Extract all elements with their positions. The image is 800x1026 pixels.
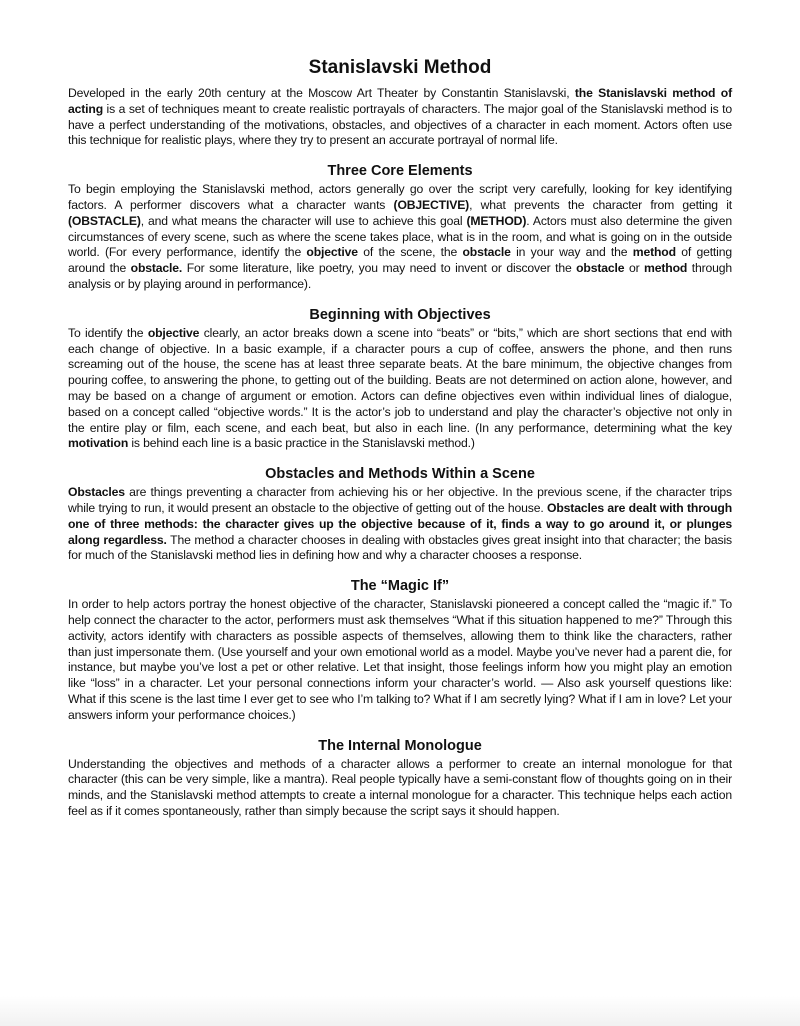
section [68,737,732,820]
bold-text: (OBJECTIVE) [393,197,470,212]
bold-text: objective [147,325,200,340]
section [68,306,732,452]
bold-text: Obstacles are dealt with through one of three methods: the character gives up the objective because of it, finds a way to go around it, or plunges along regardless. [68,500,732,547]
bold-text: obstacle. [130,261,183,276]
text: Developed in the early 20th century at the Moscow Art Theater by Constantin Stanislavski, [68,86,575,100]
text: , what prevents the character from getting it [469,197,732,212]
bold-text: motivation [68,436,129,451]
text: in your way and the [510,245,633,260]
text: is a set of techniques meant to create realistic portrayals of characters. The major goal of the Stanislavski method is to have a perfect understanding of the motivations, obstacles, and objectives of a character in each moment. Actors often use this technique for realistic plays, where they try to present an accurate portrayal of normal life. [68,101,732,148]
text: . Actors must also determine the given circumstances of every scene, such as where the scene takes place, what is in the room, and what is going on in the outside world. (For every performance, identify the [68,213,732,260]
section-heading: Obstacles and Methods Within a Scene [265,466,535,483]
bold-text: (OBSTACLE) [68,213,141,228]
text: To begin employing the Stanislavski method, actors generally go over the script very carefully, looking for key identifying factors. A performer discovers what a character wants [68,182,732,212]
bold-text: method [644,261,688,276]
bold-text: objective [306,245,358,260]
text: clearly, an actor breaks down a scene into “beats” or “bits,” which are short sections that end with each change of objective. In a basic example, if a character pours a cup of coffee, answers the phone, and then runs screaming out of the house, the scene has at least three separate beats. At the bare minimum, the objective changes from pouring coffee, to answering the phone, to getting out of the building. Beats are not determined on action alone, however, and may be based on a change of argument or emotion. Actors can define objectives even within individual lines of dialogue, based on a concept called “objective words.” It is the actor’s job to understand and play the character’s objective not only in the entire play or film, each scene, and each beat, but also in each line. (In any performance, determining what the key [68,325,732,435]
bold-text: (METHOD) [466,213,527,228]
section-heading: The Internal Monologue [318,737,482,754]
section-heading: The “Magic If” [350,578,450,595]
section-paragraph [68,597,732,723]
section-paragraph [68,485,732,564]
section-heading: Three Core Elements [327,163,473,180]
text: through analysis or by playing around in performance). [68,261,733,291]
section [68,577,732,723]
text: For some literature, like poetry, you may need to invent or discover the [182,261,577,276]
text: To identify the [68,325,148,340]
section [68,86,732,149]
bold-text: method [632,245,676,260]
section-heading: Beginning with Objectives [309,306,491,323]
bold-text: the Stanislavski method of acting [68,86,732,116]
text: or [624,261,645,276]
section-paragraph [68,326,732,452]
document-body [68,86,732,820]
section [68,465,732,564]
text: are things preventing a character from achieving his or her objective. In the previous scene, if the character trips while trying to run, it would present an obstacle to the objective of getting out of the house. [68,485,732,515]
document-page [68,56,732,820]
text: is behind each line is a basic practice in the Stanislavski method.) [128,436,475,451]
bold-text: Obstacles [68,485,125,500]
document-title: Stanislavski Method [308,57,492,78]
bold-text: obstacle [576,261,625,276]
text: of getting around the [68,245,732,276]
text: In order to help actors portray the honest objective of the character, Stanislavski pioneered a concept called the “magic if.” To help connect the character to the actor, performers must ask themselves “What if this situation happened to me?” Through this activity, actors identify with characters as possible aspects of themselves, allowing them to think like the characters, rather than just impersonate them. (Use yourself and your own emotional world as a model. Maybe you’ve never had a parent die, for instance, but maybe you’ve lost a pet or other relative. Let that insight, those feelings inform how you might play an emotion like “loss” in a character. Let your personal connections inform your character’s world. — Also ask yourself questions like: What if this scene is the last time I ever get to see who I’m talking to? What if I am secretly lying? What if I am in love? Let your answers inform your performance choices.) [68,597,732,722]
section-paragraph [68,757,732,820]
text: Understanding the objectives and methods of a character allows a performer to create an internal monologue for that character (this can be very simple, like a mantra). Real people typically have a semi-constant flow of thoughts going on in their minds, and the Stanislavski method attempts to create a internal monologue for a character. This technique helps each action feel as if it comes spontaneously, rather than simply because the script says it should happen. [68,756,732,818]
text: The method a character chooses in dealing with obstacles gives great insight into that character; the basis for much of the Stanislavski method lies in defining how and why a character chooses a response. [68,532,733,563]
bold-text: obstacle [462,245,511,260]
text: of the scene, the [357,245,463,260]
page-bottom-shadow [0,996,800,1026]
section [68,162,732,293]
text: , and what means the character will use to achieve this goal [140,213,467,228]
section-paragraph [68,86,732,149]
section-paragraph [68,182,732,293]
